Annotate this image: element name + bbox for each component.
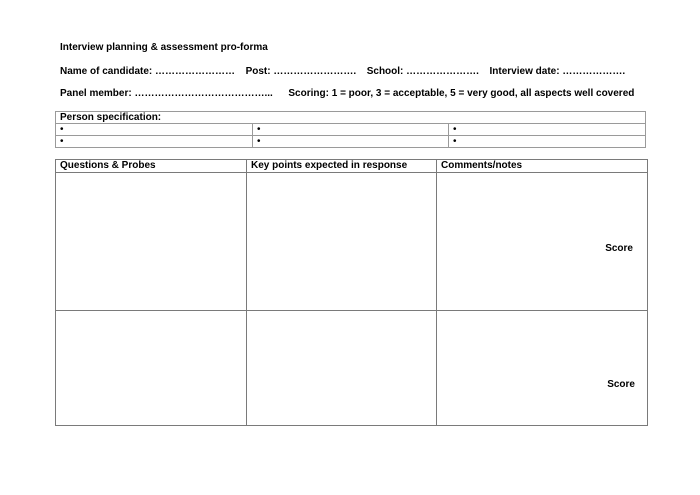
column-header-comments: Comments/notes xyxy=(437,160,648,173)
comments-cell[interactable] xyxy=(437,311,648,426)
assessment-row xyxy=(56,311,648,426)
name-of-candidate-label: Name of candidate: xyxy=(60,66,153,77)
document-title: Interview planning & assessment pro-forma xyxy=(60,42,268,53)
person-spec-cell[interactable]: • xyxy=(56,136,253,148)
person-spec-cell[interactable]: • xyxy=(56,124,253,136)
comments-cell[interactable] xyxy=(437,173,648,311)
person-spec-cell[interactable]: • xyxy=(449,124,646,136)
key-points-cell[interactable] xyxy=(247,311,437,426)
person-spec-cell[interactable]: • xyxy=(253,136,449,148)
questions-cell[interactable] xyxy=(56,311,247,426)
questions-cell[interactable] xyxy=(56,173,247,311)
assessment-row xyxy=(56,173,648,311)
interview-date-label: Interview date: xyxy=(489,66,560,77)
person-specification-header: Person specification: xyxy=(56,112,646,124)
school-field[interactable]: …………………. xyxy=(406,66,479,77)
post-label: Post: xyxy=(245,66,271,77)
name-of-candidate-field[interactable]: …………………… xyxy=(155,66,236,77)
panel-member-label: Panel member: xyxy=(60,88,132,99)
person-spec-cell[interactable]: • xyxy=(449,136,646,148)
score-label: Score xyxy=(605,243,633,254)
assessment-table xyxy=(55,159,648,426)
score-label: Score xyxy=(607,379,635,390)
post-field[interactable]: ……………………. xyxy=(273,66,357,77)
person-specification-table xyxy=(55,111,646,148)
panel-scoring-row xyxy=(60,88,634,99)
key-points-cell[interactable] xyxy=(247,173,437,311)
person-spec-cell[interactable]: • xyxy=(253,124,449,136)
interview-date-field[interactable]: ………………. xyxy=(562,66,626,77)
column-header-key-points: Key points expected in response xyxy=(247,160,437,173)
candidate-fields-row xyxy=(60,66,625,77)
assessment-header-row xyxy=(56,160,648,173)
column-header-questions: Questions & Probes xyxy=(56,160,247,173)
scoring-legend: Scoring: 1 = poor, 3 = acceptable, 5 = very good, all aspects well covered xyxy=(288,88,635,99)
panel-member-field[interactable]: …………………………………... xyxy=(134,88,273,99)
school-label: School: xyxy=(366,66,404,77)
person-spec-row xyxy=(56,124,646,136)
person-spec-row xyxy=(56,136,646,148)
